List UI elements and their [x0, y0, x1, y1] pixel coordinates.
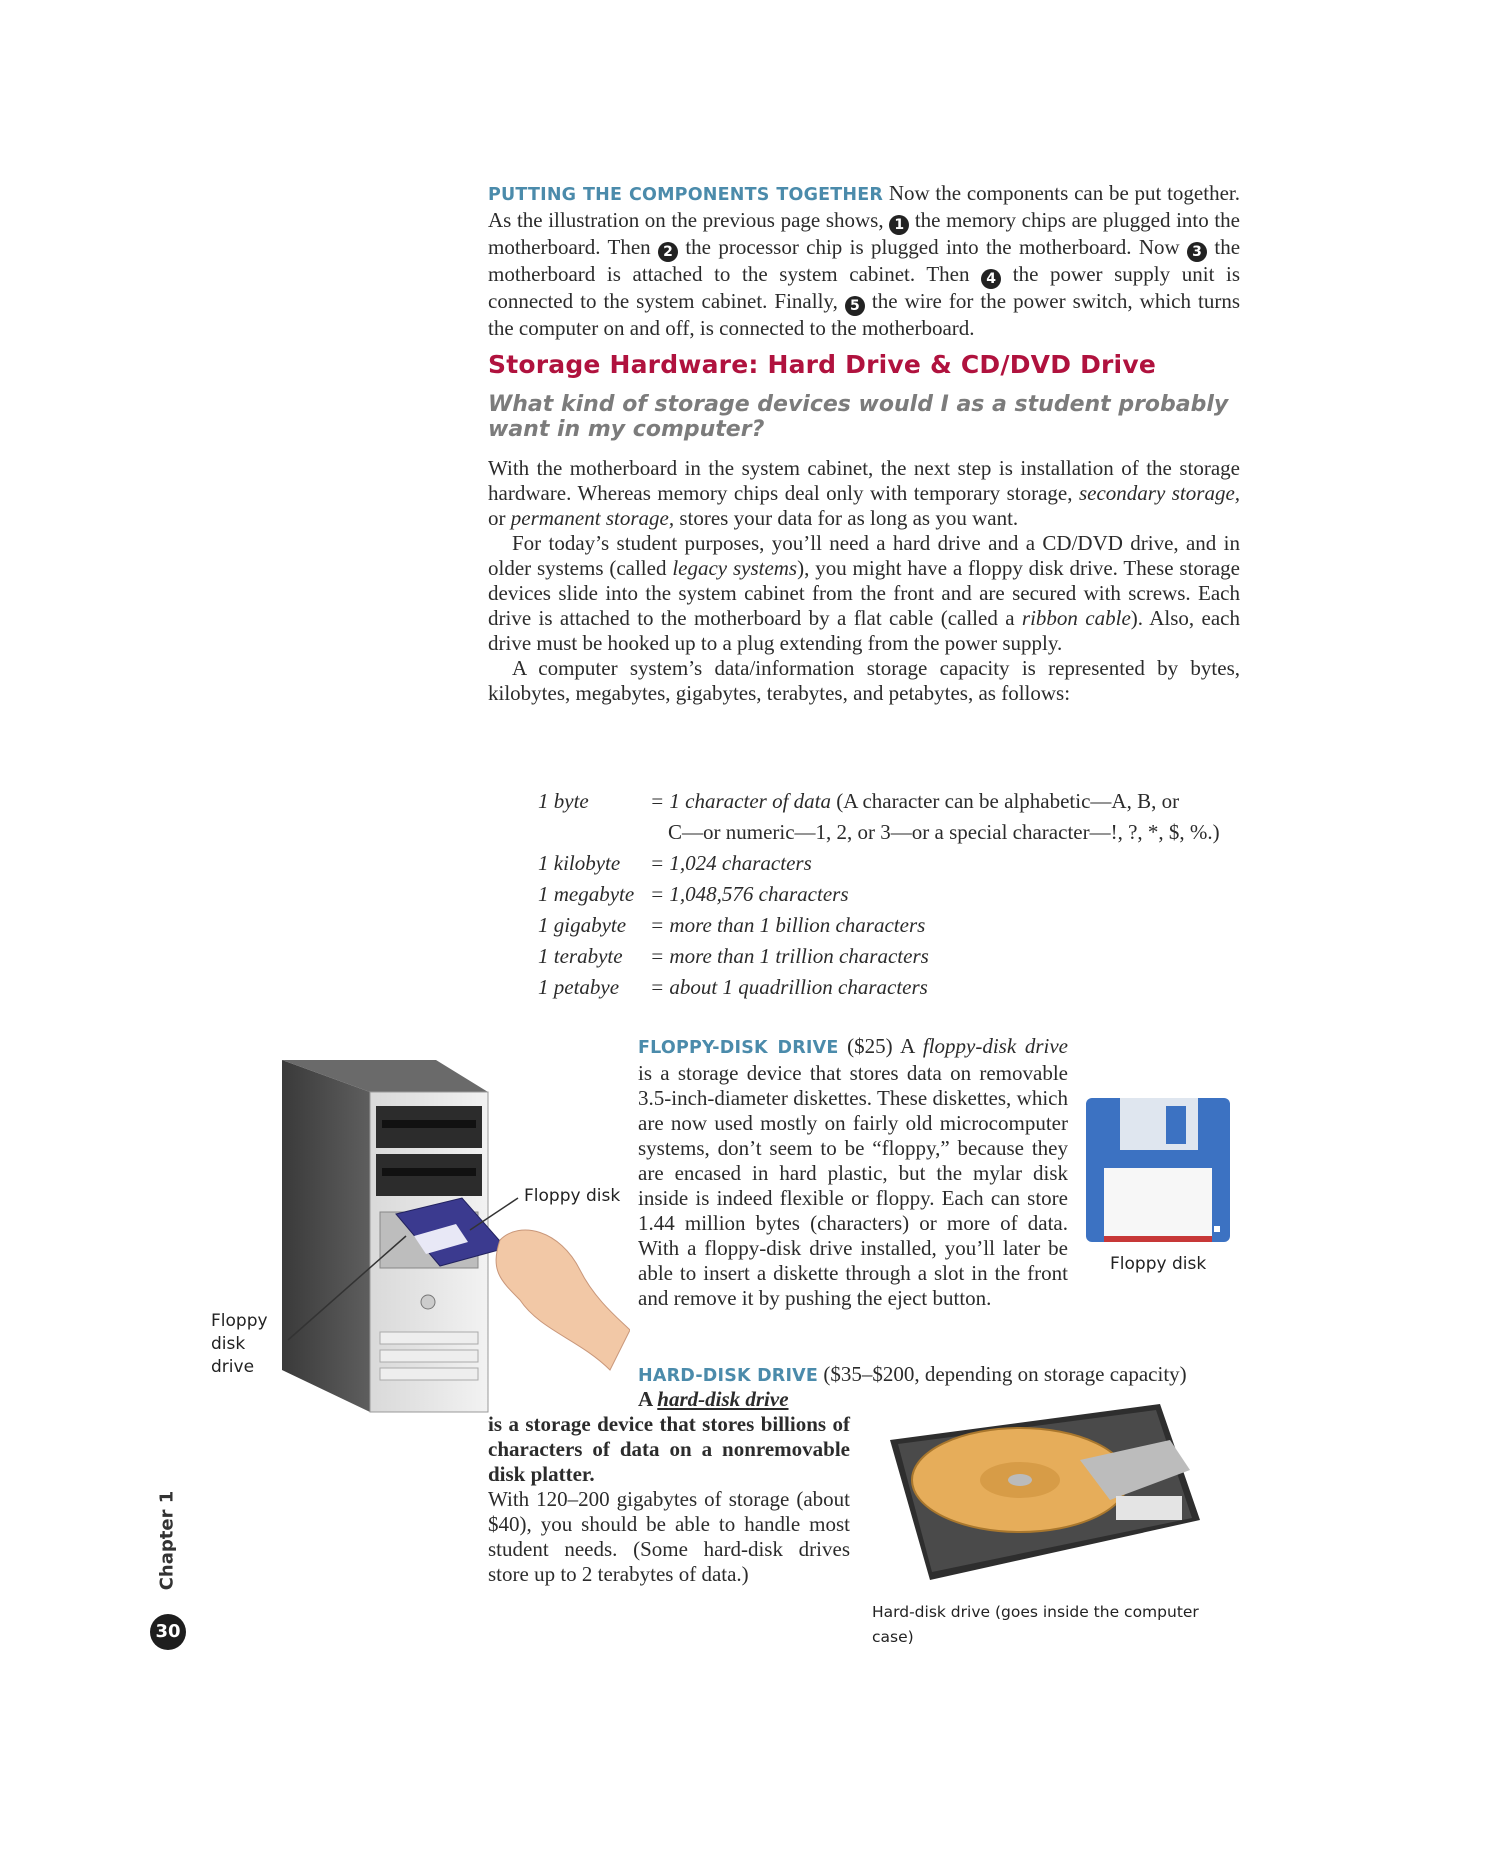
page-number: 30	[150, 1614, 186, 1650]
step-1-badge: 1	[889, 215, 909, 235]
putting-text-1: Now the components can be put together. As the illustration on the previous page shows,	[488, 181, 1240, 232]
definition-term: 1 byte	[538, 789, 589, 813]
definition-value: = 1 character of data (A character can be alphabetic—A, B, or C—or numeric—1, 2, or 3—or a special character—!, ?, *, $, %.)	[650, 789, 1220, 844]
section-heading: Storage Hardware: Hard Drive & CD/DVD Drive	[488, 350, 1156, 379]
step-2-badge: 2	[658, 242, 678, 262]
hard-disk-photo	[870, 1400, 1210, 1590]
definition-term: 1 megabyte	[538, 882, 635, 906]
definition-term: 1 terabyte	[538, 944, 623, 968]
definition-row	[538, 879, 1220, 910]
definition-term: 1 gigabyte	[538, 913, 627, 937]
floppy-photo-caption: Floppy disk	[1110, 1254, 1207, 1274]
definition-row	[538, 910, 1220, 941]
putting-text-3: the processor chip is plugged into the motherboard. Now	[685, 235, 1180, 259]
floppy-disk-label: Floppy disk	[524, 1186, 621, 1206]
putting-text-2: the memory chips are plugged into the motherboard. Then	[488, 208, 1241, 259]
step-3-badge: 3	[1187, 242, 1207, 262]
definition-row	[538, 972, 1220, 1003]
intro-text	[488, 456, 1240, 706]
step-5-badge: 5	[845, 296, 865, 316]
definition-value: = 1,048,576 characters	[650, 882, 849, 906]
definition-term: 1 petabye	[538, 975, 620, 999]
hdd-definition-text: is a storage device that stores billions of characters of data on a nonremovable disk platter.	[488, 1412, 850, 1486]
hard-disk-caption: Hard-disk drive (goes inside the computer case)	[872, 1603, 1199, 1646]
hdd-definition: A hard-disk drive	[638, 1387, 789, 1411]
step-4-badge: 4	[981, 269, 1001, 289]
putting-paragraph	[488, 181, 1240, 341]
putting-text-6: the wire for the power switch, which turns the computer on and off, is connected to the motherboard.	[488, 289, 1241, 340]
floppy-disk-photo	[1086, 1098, 1230, 1242]
definition-row	[538, 848, 1220, 879]
intro-paragraph-3: A computer system’s data/information storage capacity is represented by bytes, kilobytes, megabytes, gigabytes, terabytes, and petabytes, as follows:	[488, 656, 1240, 705]
hdd-paragraph	[488, 1387, 850, 1587]
definition-value: = more than 1 trillion characters	[650, 944, 929, 968]
putting-runin: PUTTING THE COMPONENTS TOGETHER	[488, 185, 884, 205]
definition-value: = about 1 quadrillion characters	[650, 975, 928, 999]
hdd-runin: HARD-DISK DRIVE	[638, 1366, 819, 1386]
section-question: What kind of storage devices would I as a student probably want in my computer?	[488, 392, 1229, 442]
hdd-price-line: HARD-DISK DRIVE ($35–$200, depending on storage capacity)	[638, 1362, 1187, 1386]
floppy-runin: FLOPPY-DISK DRIVE	[638, 1038, 839, 1058]
putting-text-5: the power supply unit is connected to the system cabinet. Finally,	[488, 262, 1241, 313]
definition-row	[538, 786, 1220, 848]
definition-value: = 1,024 characters	[650, 851, 812, 875]
hdd-body: With 120–200 gigabytes of storage (about $40), you should be able to handle most student needs. (Some hard-disk drives store up to 2 terabytes of data.)	[488, 1487, 850, 1586]
floppy-drive-paragraph: FLOPPY-DISK DRIVE ($25) A floppy-disk drive is a storage device that stores data on removable 3.5-inch-diameter diskettes. These diskettes, which are now used mostly on fairly old microcomputer systems, don’t seem to be “floppy,” because they are encased in hard plastic, but the mylar disk inside is indeed flexible or floppy. Each can store 1.44 million bytes (characters) or more of data. With a floppy-disk drive installed, you’ll later be able to insert a diskette through a slot in the front and remove it by pushing the eject button.	[638, 1034, 1068, 1310]
floppy-drive-label: Floppy disk drive	[211, 1311, 268, 1377]
definition-value: = more than 1 billion characters	[650, 913, 926, 937]
chapter-label: Chapter 1	[156, 1490, 178, 1591]
definition-term: 1 kilobyte	[538, 851, 621, 875]
definition-row	[538, 941, 1220, 972]
intro-paragraph-1: With the motherboard in the system cabinet, the next step is installation of the storage hardware. Whereas memory chips deal only with temporary storage, secondary storage, or permanent storage, stores your data for as long as you want.	[488, 456, 1241, 530]
putting-text-4: the motherboard is attached to the system cabinet. Then	[488, 235, 1241, 286]
intro-paragraph-2: For today’s student purposes, you’ll need a hard drive and a CD/DVD drive, and in older systems (called legacy systems), you might have a floppy disk drive. These storage devices slide into the system cabinet from the front and are secured with screws. Each drive is attached to the motherboard by a flat cable (called a ribbon cable). Also, each drive must be hooked up to a plug extending from the power supply.	[488, 531, 1240, 655]
capacity-definitions	[538, 786, 1220, 1003]
